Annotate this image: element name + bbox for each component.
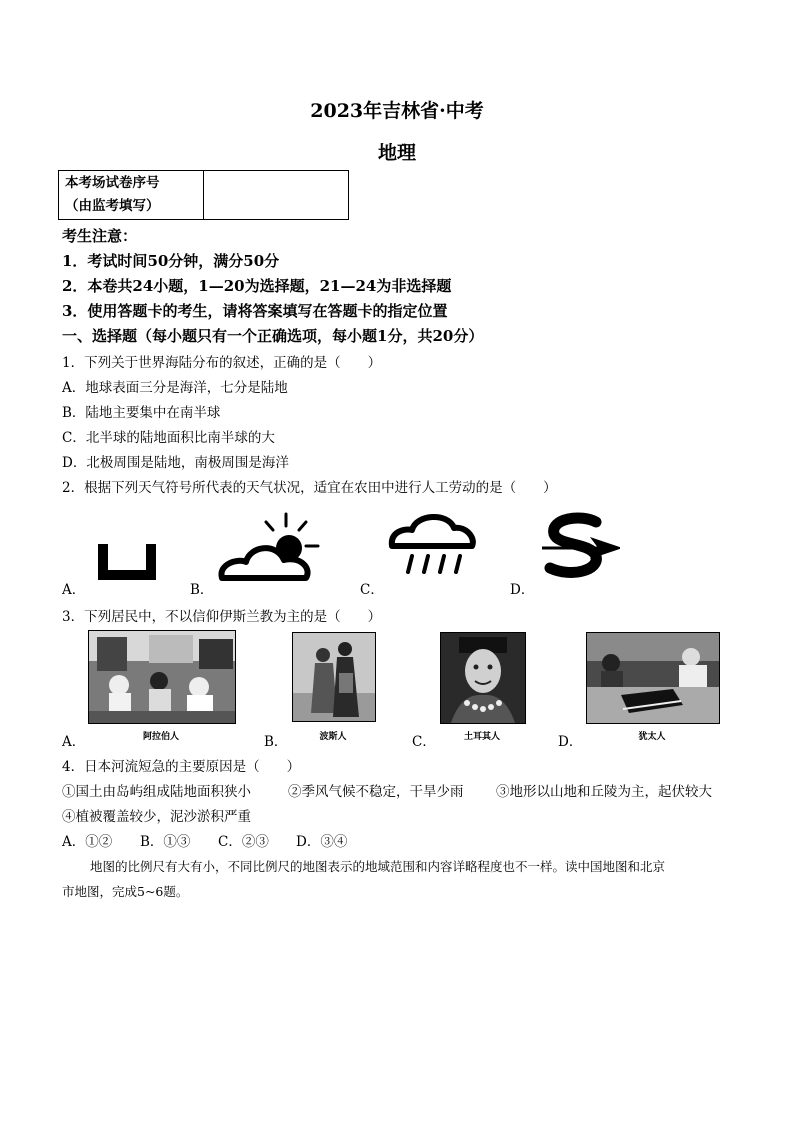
q2-letter-b: B． bbox=[190, 582, 214, 598]
q3-letter-b: B． bbox=[264, 734, 288, 750]
q3-caption-c: 土耳其人 bbox=[463, 732, 500, 742]
q4-option-a: A．①② bbox=[62, 834, 113, 850]
q1-option-c: C．北半球的陆地面积比南半球的大 bbox=[62, 430, 275, 446]
q3-letter-c: C． bbox=[412, 734, 436, 750]
q3-caption-a: 阿拉伯人 bbox=[142, 732, 179, 742]
q1-option-d: D．北极周围是陆地，南极周围是海洋 bbox=[62, 455, 289, 471]
exam-title: 2023年吉林省·中考 bbox=[310, 100, 484, 122]
turkish-people-photo bbox=[440, 632, 526, 724]
arab-people-photo bbox=[88, 630, 236, 724]
dust-weather-icon bbox=[94, 540, 162, 582]
notice-heading: 考生注意： bbox=[62, 227, 138, 245]
rain-icon bbox=[386, 510, 478, 578]
q3-letter-a: A． bbox=[62, 734, 86, 750]
serial-value-cell[interactable] bbox=[204, 171, 349, 220]
q1-option-a: A．地球表面三分是海洋，七分是陆地 bbox=[62, 380, 288, 396]
notice-item-1: 1．考试时间50分钟，满分50分 bbox=[62, 252, 280, 270]
partly-cloudy-icon bbox=[214, 510, 324, 584]
serial-label bbox=[59, 171, 204, 220]
notice-item-3: 3．使用答题卡的考生，请将答案填写在答题卡的指定位置 bbox=[62, 302, 448, 320]
q2-letter-d: D． bbox=[510, 582, 535, 598]
q4-option-b: B．①③ bbox=[140, 834, 191, 850]
q4-option-c: C．②③ bbox=[218, 834, 269, 850]
q4-option-d: D．③④ bbox=[296, 834, 348, 850]
q4-statement-1: ①国土由岛屿组成陆地面积狭小 bbox=[62, 784, 251, 800]
q2-stem: 2．根据下列天气符号所代表的天气状况，适宜在农田中进行人工劳动的是（ ） bbox=[62, 480, 557, 496]
q3-caption-b: 波斯人 bbox=[319, 732, 347, 742]
persian-people-photo bbox=[292, 632, 376, 722]
q1-option-b: B．陆地主要集中在南半球 bbox=[62, 405, 221, 421]
q1-stem: 1．下列关于世界海陆分布的叙述，正确的是（ ） bbox=[62, 355, 382, 371]
q4-statement-4: ④植被覆盖较少，泥沙淤积严重 bbox=[62, 809, 251, 825]
q2-letter-c: C． bbox=[360, 582, 384, 598]
q4-statement-3: ③地形以山地和丘陵为主，起伏较大 bbox=[496, 784, 712, 800]
section-heading: 一、选择题（每小题只有一个正确选项，每小题1分，共20分） bbox=[62, 327, 484, 345]
serial-label-line1: 本考场试卷序号 bbox=[65, 175, 160, 191]
q4-stem: 4．日本河流短急的主要原因是（ ） bbox=[62, 759, 301, 775]
passage-line-2: 市地图，完成5~6题。 bbox=[62, 884, 189, 899]
jewish-people-photo bbox=[586, 632, 720, 724]
exam-serial-box bbox=[58, 170, 349, 220]
q3-stem: 3．下列居民中，不以信仰伊斯兰教为主的是（ ） bbox=[62, 609, 382, 625]
subject-title: 地理 bbox=[377, 142, 416, 164]
q3-caption-d: 犹太人 bbox=[638, 732, 666, 742]
q3-letter-d: D． bbox=[558, 734, 583, 750]
passage-line-1: 地图的比例尺有大有小，不同比例尺的地图表示的地域范围和内容详略程度也不一样。读中国地图和北京 bbox=[90, 859, 666, 874]
typhoon-icon bbox=[538, 512, 620, 584]
serial-label-line2: （由监考填写） bbox=[65, 198, 160, 214]
q2-letter-a: A． bbox=[62, 582, 86, 598]
q4-statement-2: ②季风气候不稳定，干旱少雨 bbox=[288, 784, 464, 800]
notice-item-2: 2．本卷共24小题，1—20为选择题，21—24为非选择题 bbox=[62, 277, 452, 295]
